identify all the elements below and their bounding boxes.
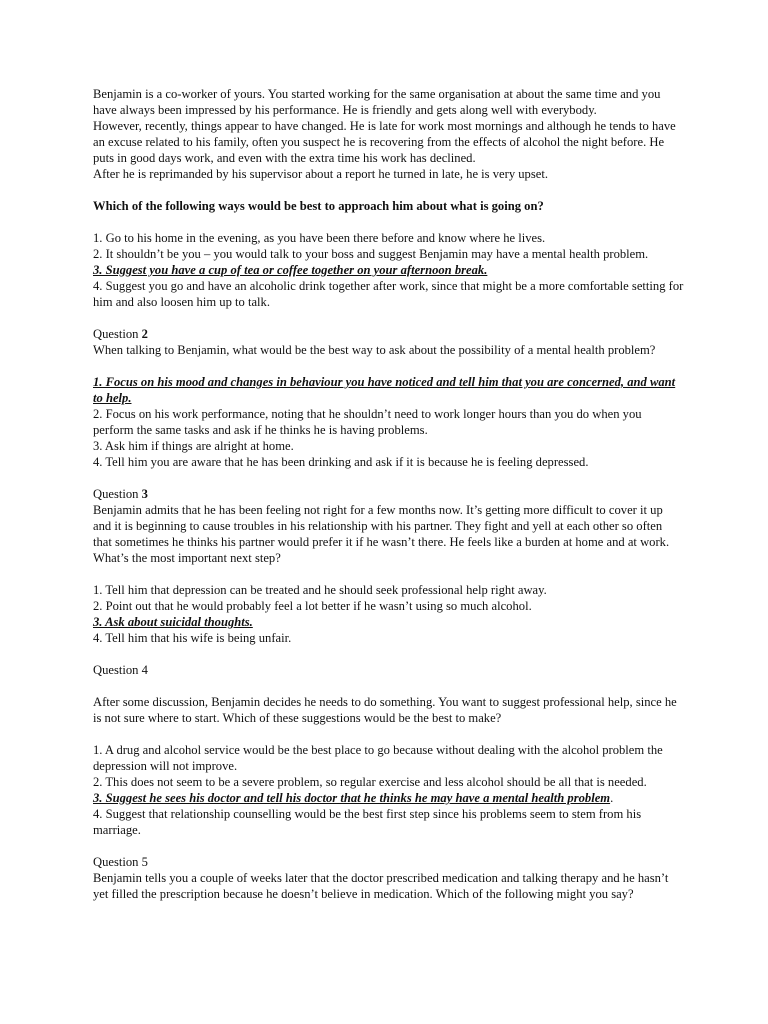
question-3-option-2: 2. Point out that he would probably feel a lot better if he wasn’t using so much alcohol.: [93, 599, 532, 613]
question-2-correct-answer: 1. Focus on his mood and changes in behaviour you have noticed and tell him that you are concerned, and want to help.: [93, 375, 676, 405]
question-5-heading: Question 5: [93, 855, 148, 869]
question-4-text: After some discussion, Benjamin decides he needs to do something. You want to suggest professional help, since he is not sure where to start. Which of these suggestions would be the best to make?: [93, 695, 677, 725]
intro-paragraph-1: Benjamin is a co-worker of yours. You started working for the same organisation at about the same time and you have always been impressed by his performance. He is friendly and gets along well with everybody.: [93, 87, 661, 117]
question-2-heading: Question 2: [93, 327, 148, 341]
question-5-text: Benjamin tells you a couple of weeks later that the doctor prescribed medication and talking therapy and he hasn’t yet filled the prescription because he doesn’t believe in medication. Which of the following might you say?: [93, 871, 669, 901]
question-2-option-3: 3. Ask him if things are alright at home.: [93, 439, 294, 453]
question-2-option-2: 2. Focus on his work performance, noting that he shouldn’t need to work longer hours than you do when you perform the same tasks and ask if he thinks he is having problems.: [93, 407, 642, 437]
question-4-option-1: 1. A drug and alcohol service would be the best place to go because without dealing with the alcohol problem the depression will not improve.: [93, 743, 663, 773]
question-4-correct-answer: 3. Suggest he sees his doctor and tell his doctor that he thinks he may have a mental health problem.: [93, 791, 614, 805]
question-3-text: Benjamin admits that he has been feeling not right for a few months now. It’s getting more difficult to cover it up and it is beginning to cause troubles in his relationship with his partner. They fight and yell at each other so often that sometimes he thinks his partner would prefer it if he wasn’t there. He feels like a burden at home and at work. What’s the most important next step?: [93, 503, 670, 565]
question-1-text: Which of the following ways would be best to approach him about what is going on?: [93, 199, 544, 213]
question-3-option-4: 4. Tell him that his wife is being unfair.: [93, 631, 292, 645]
intro-paragraph-3: After he is reprimanded by his supervisor about a report he turned in late, he is very upset.: [93, 167, 548, 181]
question-1-option-4: 4. Suggest you go and have an alcoholic drink together after work, since that might be a more comfortable setting for him and also loosen him up to talk.: [93, 279, 684, 309]
question-1-option-2: 2. It shouldn’t be you – you would talk to your boss and suggest Benjamin may have a mental health problem.: [93, 247, 649, 261]
scenario-intro: [93, 86, 684, 182]
question-3: [93, 486, 684, 646]
question-2: [93, 326, 684, 470]
question-2-text: When talking to Benjamin, what would be the best way to ask about the possibility of a mental health problem?: [93, 343, 656, 357]
intro-paragraph-2: However, recently, things appear to have changed. He is late for work most mornings and although he tends to have an excuse related to his family, often you suspect he is recovering from the effects of alcohol the night before. He puts in good days work, and even with the extra time his work has declined.: [93, 119, 676, 165]
question-5: [93, 854, 684, 902]
question-4-heading: Question 4: [93, 663, 148, 677]
question-3-heading: Question 3: [93, 487, 148, 501]
question-3-correct-answer: 3. Ask about suicidal thoughts.: [93, 615, 253, 629]
question-2-option-4: 4. Tell him you are aware that he has been drinking and ask if it is because he is feeling depressed.: [93, 455, 589, 469]
question-1-option-1: 1. Go to his home in the evening, as you have been there before and know where he lives.: [93, 231, 546, 245]
question-1-correct-answer: 3. Suggest you have a cup of tea or coffee together on your afternoon break.: [93, 263, 488, 277]
question-4: [93, 662, 684, 838]
question-3-option-1: 1. Tell him that depression can be treated and he should seek professional help right away.: [93, 583, 547, 597]
question-1: [93, 198, 684, 310]
question-4-option-2: 2. This does not seem to be a severe problem, so regular exercise and less alcohol should be all that is needed.: [93, 775, 647, 789]
question-4-option-4: 4. Suggest that relationship counselling would be the best first step since his problems seem to stem from his marriage.: [93, 807, 642, 837]
